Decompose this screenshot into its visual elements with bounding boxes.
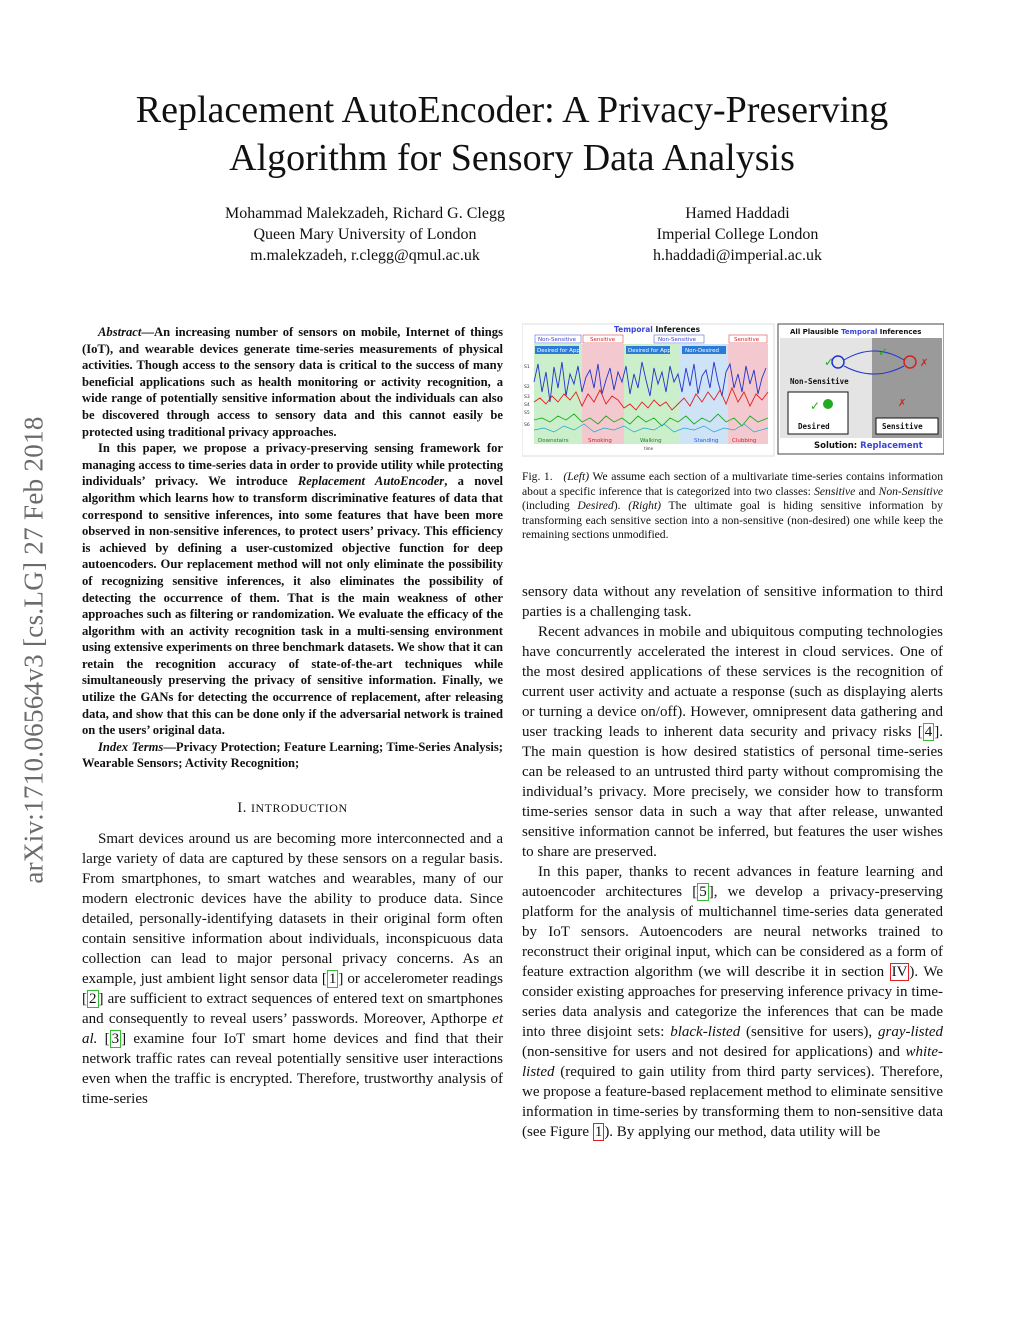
abstract-p1: An increasing number of sensors on mobile, Internet of things (IoT), and wearable devices generate time-series measurements of physical activities. Though access to the sensory data is critical to the success of many beneficial applications such as health monitoring or activity recognition, a wide range of potentially sensitive information about the individuals can also be discovered through access to sensory data and this cannot easily be protected using traditional privacy approaches. [82,325,503,439]
abstract-dash: — [141,325,154,339]
intro-p1-a: Smart devices around us are becoming more interconnected and a large variety of data are captured by these sensors on a regular basis. From smartphones, to smart watches and wearables, many of our modern electronic devices have the ability to produce data. Since detailed, personally-identifying datasets in their original form often contain sensitive information about individuals, inconspicuous data collection can lead to major personal privacy concerns. As an example, just ambient light sensor data [ [82,831,503,988]
intro-c2-p2-d: (sensitive for users), [740,1024,878,1040]
author-affiliation: Queen Mary University of London [253,226,477,243]
fig-activity: Standing [694,438,719,444]
fig-desired-label: Desired for App [628,348,671,354]
intro-c2-p0: sensory data without any revelation of sensitive information to third parties is a challenging task. [522,584,943,620]
fig-right-title-a: All Plausible [790,328,842,336]
intro-c2-p2-e: (non-sensitive for users and not desired for applications) and [522,1044,906,1060]
fig-node-green [823,399,833,409]
author-email: m.malekzadeh, r.clegg@qmul.ac.uk [250,247,480,264]
fig-solution-b: Replacement [860,441,923,451]
fig-right-title-b: Temporal [841,328,878,336]
left-column [82,324,503,1109]
section-heading [82,800,503,817]
index-terms-text: Privacy Protection; Feature Learning; Time-Series Analysis; Wearable Sensors; Activity Recognition; [82,739,504,771]
fig-right-title-c: Inferences [877,328,922,336]
abstract [82,324,503,772]
fig-sensor-label: S1 [524,365,530,370]
fig-top-label: Sensitive [734,337,760,343]
fig-nonsensitive-label: Non-Sensitive [790,377,849,386]
fig-left-title-a: Temporal [614,325,653,334]
fig-activity: Walking [640,438,662,444]
abstract-p2b: , a novel algorithm which learns how to transform discriminative features of data that correspond to sensitive inferences, into some features that have been more observed in non-sensitive inferences, to protect users’ privacy. This efficiency is achieved by defining a user-customized objective function for deep autoencoders. Our replacement method will not only eliminate the possibility of recognizing sensitive inferences, it also eliminates the possibility of detecting the occurrence of them. That is the main weakness of other approaches such as filtering or randomization. We evaluate the efficacy of the algorithm with an activity recognition task in a multi-sensing environment using extensive experiments on three benchmark datasets. We show that it can retain the recognition accuracy of state-of-the-art techniques while simultaneously preserving the privacy of sensitive information. Finally, we utilize the GANs for detecting the occurrence of replacement, after releasing data, and show that this can be done only if the adversarial network is trained on the users’ original data. [82,474,503,738]
abstract-label: Abstract [98,325,142,339]
caption-left: (Left) [563,470,590,483]
fig-activity: Smoking [588,438,612,444]
figure-left-panel [522,324,774,456]
fig-sensor-label: S4 [524,403,530,408]
figure-link[interactable]: 1 [594,1124,603,1140]
arxiv-sidebar [14,350,54,950]
term-white-listed: white-listed [522,1044,943,1080]
fig-left-title-b: Inferences [652,325,701,334]
section-numeral: I. [237,800,247,817]
intro-c2-p2-f: (required to gain utility from third party services). Therefore, we propose a feature-based replacement method to eliminate sensitive information in time-series by transforming them to non-sensitive data (see Figure [522,1064,943,1140]
right-column [522,582,943,1142]
title-line-1: Replacement AutoEncoder: A Privacy-Preserving [135,89,889,131]
intro-p1-e: ] examine four IoT smart home devices and find that their network traffic rates can reveal potentially sensitive user interactions even when the traffic is encrypted. Therefore, trustworthy analysis of time-series [82,1031,504,1108]
intro-c2-p1-a: Recent advances in mobile and ubiquitous computing technologies have concurrently accelerated the interest in cloud services. One of the most desired applications of these services is the recognition of current user activity and actuate a response (such as displaying alerts or turning a device on/off). However, omnipresent data gathering and user tracking leads to inherent data security and privacy risks [ [522,624,943,740]
caption-sens: Sensitive [814,484,856,498]
fig-sensitive-label: Sensitive [882,422,923,431]
cross-icon: ✗ [898,398,907,409]
intro-body-left [82,829,503,1109]
fig-desired-label: Desired [798,422,830,431]
author-email: h.haddadi@imperial.ac.uk [653,247,822,264]
intro-p1-c: ] are sufficient to extract sequences of entered text on smartphones and consequently to reveal users’ passwords. Moreover, Apthorpe [82,991,503,1028]
fig-desired-label: Desired for App [537,348,580,354]
figure-1 [522,322,944,458]
caption-t1: We assume each section of a multivariate time-series contains information about a specific inference that is categorized into two classes: [522,470,943,498]
intro-c2-p2-b: ], we develop a privacy-preserving platform for the analysis of multichannel time-series data generated by IoT sensors. Autoencoders are neural networks trained to reconstruct their original input, which can be considered as a form of feature extraction algorithm (we will describe it in section [522,884,943,980]
author-block-1 [150,204,580,267]
caption-desired: Desired [577,499,614,512]
abstract-p2-em: Replacement AutoEncoder [297,474,445,489]
caption-t5: The ultimate goal is hiding sensitive information by transforming each sensitive section into a non-sensitive (non-desired) one while keep the remaining sections unmodified. [522,499,943,541]
author-names: Hamed Haddadi [685,205,790,222]
citation-link[interactable]: 1 [328,971,337,988]
intro-c2-p1-b: ]. The main question is how desired statistics of personal time-series can be released to an untrusted third party without compromising the individual’s privacy. More precisely, we consider how to transform time-series sensor data in such a way that after release, unwanted sensitive information cannot be inferred, but features the user wishes to share are preserved. [522,724,943,860]
term-black-listed: black-listed [670,1024,741,1040]
fig-time-label: time [644,446,654,451]
fig-desired-label: Non-Desired [685,348,719,354]
section-link[interactable]: IV [891,964,908,980]
fig-sensor-label: S6 [524,423,530,428]
intro-c2-p2-g: ). By applying our method, data utility will be [604,1124,881,1140]
figure-right-panel [778,324,944,454]
intro-c2-p2-a: In this paper, thanks to recent advances in feature learning and autoencoder architectures [ [522,864,943,900]
caption-nonsens: Non-Sensitive [878,484,943,498]
fig-sensor-label: S3 [524,395,530,400]
citation-link[interactable]: 2 [89,991,97,1008]
fig-top-label: Non-Sensitive [538,337,577,343]
check-icon: ✓ [878,345,889,359]
author-block-2 [600,204,875,267]
author-names: Mohammad Malekzadeh, Richard G. Clegg [225,205,505,222]
check-icon: ✓ [824,355,835,369]
caption-t2: and [855,484,879,498]
author-affiliation: Imperial College London [656,226,819,243]
intro-p1-d: [ [97,1031,110,1048]
fig-top-label: Sensitive [590,337,616,343]
index-terms-label: Index Terms [98,739,164,754]
citation-link[interactable]: 4 [924,724,933,740]
check-icon: ✓ [810,399,821,413]
svg-text:Temporal Inferences [614,325,701,334]
paper-title [60,86,964,182]
fig-top-label: Non-Sensitive [658,337,697,343]
section-title: INTRODUCTION [250,801,348,816]
intro-c2-p2-c: ). We consider existing approaches for preserving inference privacy in time-series data analysis and categorize the inferences that can be made into three disjoint sets: [522,964,943,1040]
caption-t3: (including [522,499,578,512]
citation-link[interactable]: 5 [699,884,707,900]
index-terms-dash: — [163,739,176,754]
fig-activity: Downstairs [538,438,569,444]
fig-sensor-label: S5 [524,411,530,416]
figure-caption [522,470,943,543]
title-line-2: Algorithm for Sensory Data Analysis [229,137,795,179]
intro-etal: et al. [82,1011,503,1048]
citation-link[interactable]: 3 [111,1031,120,1048]
term-gray-listed: gray-listed [877,1024,943,1040]
intro-p1-b: ] or accelerometer readings [ [82,971,504,1008]
caption-label: Fig. 1. [522,470,553,483]
fig-solution-a: Solution: [814,441,861,451]
svg-text:Solution: Replacement [814,441,923,451]
fig-sensor-label: S2 [524,385,530,390]
arxiv-id: arXiv:1710.06564v3 [cs.LG] 27 Feb 2018 [18,416,49,884]
caption-t4: ). [613,499,629,512]
caption-right: (Right) [628,499,662,512]
cross-icon: ✗ [920,358,929,369]
fig-activity: Clubbing [732,438,757,444]
svg-text:All Plausible Temporal Inferen [790,328,921,336]
abstract-p2a: In this paper, we propose a privacy-preserving sensing framework for managing access to time-series data in order to provide utility while protecting individuals’ privacy. We introduce [82,441,503,489]
